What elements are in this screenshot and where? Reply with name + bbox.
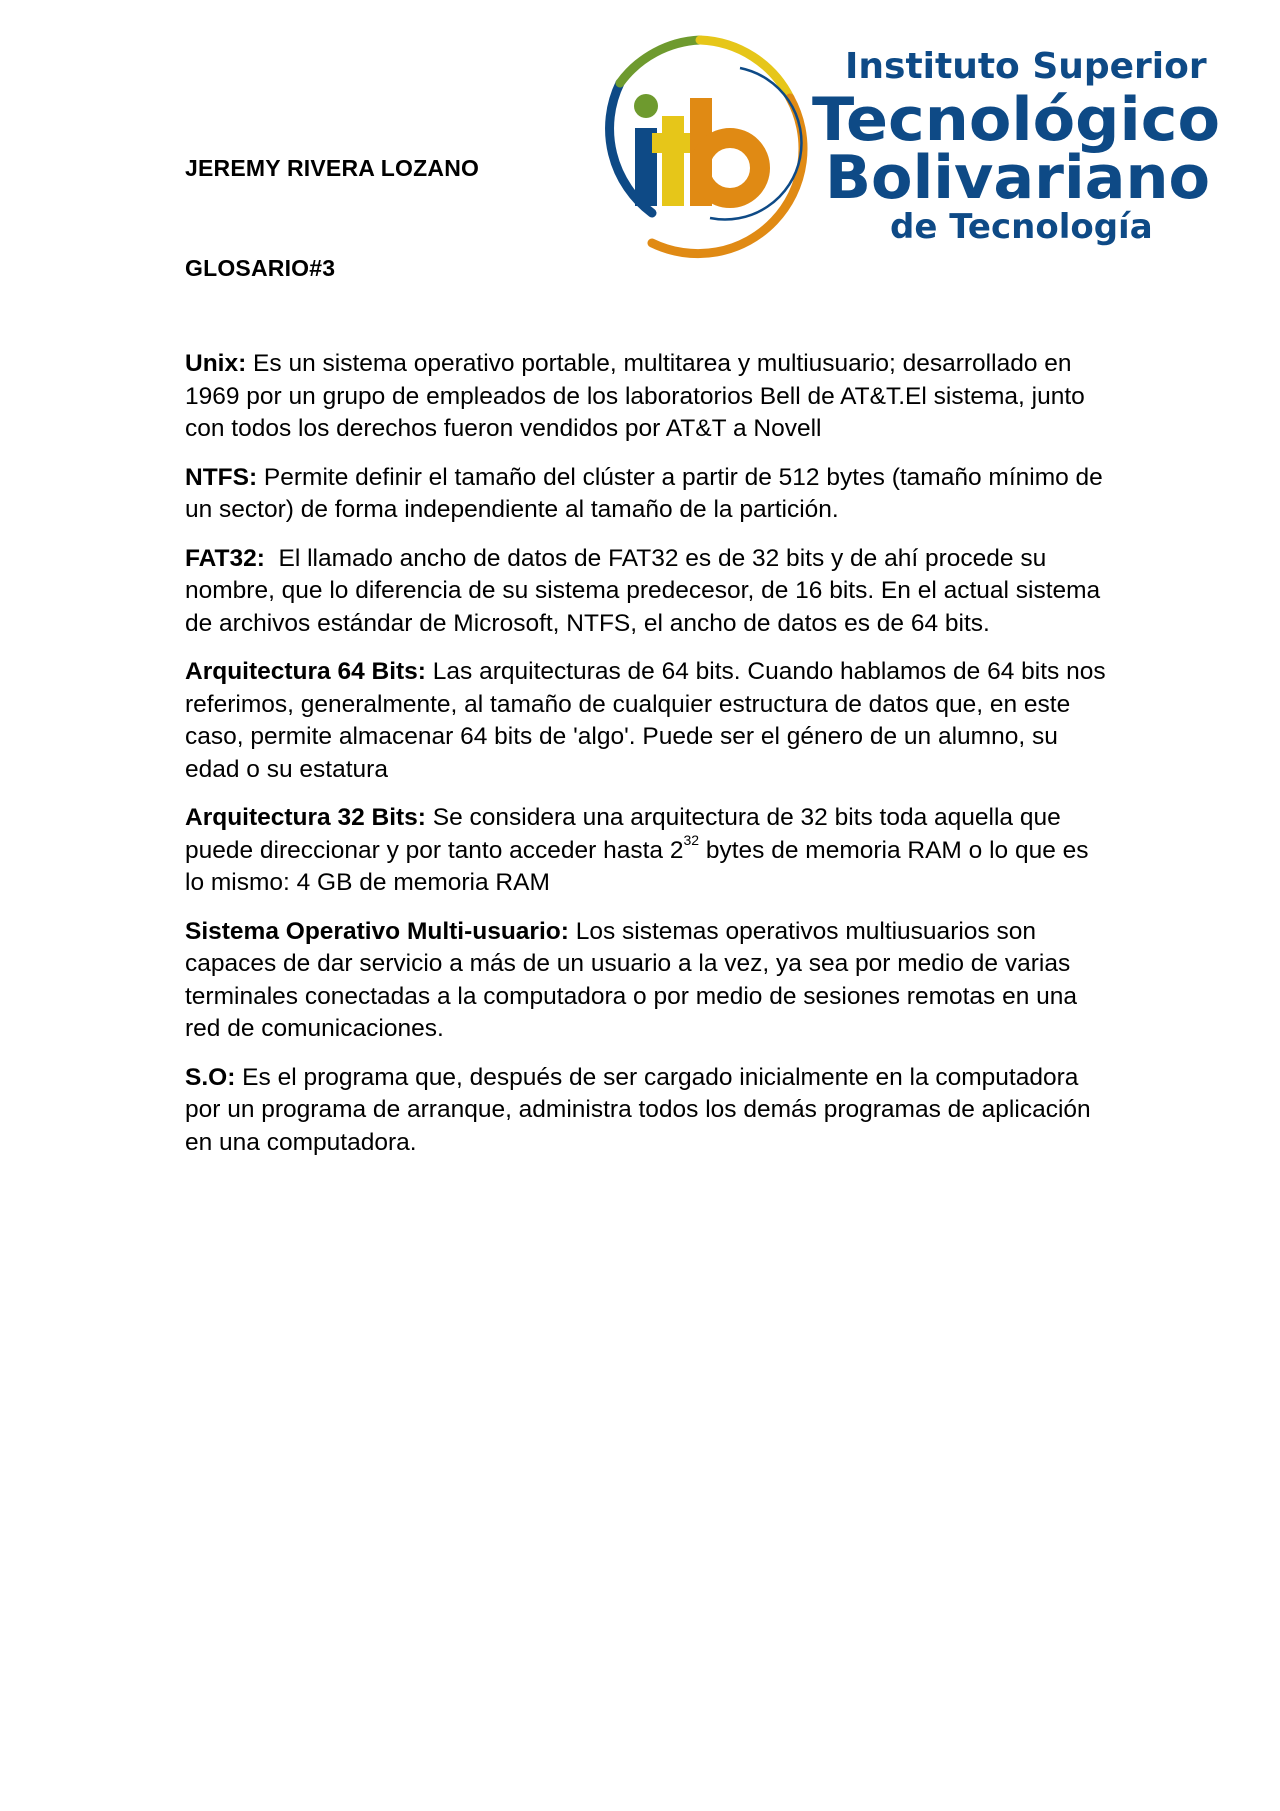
glossary-superscript: 32 — [683, 832, 700, 849]
glossary-definition-continued: bytes de memoria RAM o lo que es lo mismo: 4 GB de memoria RAM — [185, 836, 1089, 896]
author-name: JEREMY RIVERA LOZANO — [185, 155, 480, 181]
document-title: GLOSARIO#3 — [185, 255, 336, 281]
glossary-term: Sistema Operativo Multi-usuario: — [185, 917, 569, 945]
logo-text-line4: de Tecnología — [890, 207, 1153, 247]
glossary-term: Arquitectura 64 Bits: — [185, 658, 426, 685]
glossary-definition: Es un sistema operativo portable, multitarea y multiusuario; desarrollado en 1969 por un grupo de empleados de los laboratorios Bell de AT&T.El sistema, junto con todos los derechos fueron vendidos por AT&T a Novell — [185, 350, 1085, 442]
glossary-term: FAT32: — [185, 544, 265, 572]
glossary-term: NTFS: — [185, 463, 258, 491]
glossary-term: Arquitectura 32 Bits: — [185, 804, 426, 831]
glossary-entry-multiuser-os — [185, 916, 1110, 1046]
glossary-entry-arch-32 — [185, 802, 1110, 900]
glossary-term: S.O: — [185, 1063, 236, 1091]
glossary-term: Unix: — [185, 350, 247, 377]
logo-text-line3: Bolivariano — [825, 143, 1210, 213]
glossary-definition: Los sistemas operativos multiusuarios son capaces de dar servicio a más de un usuario a la vez, ya sea por medio de varias terminales conectadas a la computadora o por medio de sesiones remotas en una red de comunicaciones. — [185, 917, 1078, 1042]
glossary-definition: Se considera una arquitectura de 32 bits toda aquella que puede direccionar y por tanto acceder hasta 2 — [185, 804, 1061, 864]
logo-text-line1: Instituto Superior — [845, 46, 1207, 87]
glossary-list — [185, 348, 1110, 1175]
glossary-definition: Permite definir el tamaño del clúster a partir de 512 bytes (tamaño mínimo de un sector) de forma independiente al tamaño de la partición. — [185, 463, 1103, 523]
glossary-definition: El llamado ancho de datos de FAT32 es de 32 bits y de ahí procede su nombre, que lo diferencia de su sistema predecesor, de 16 bits. En el actual sistema de archivos estándar de Microsoft, NTFS, el ancho de datos es de 64 bits. — [185, 544, 1107, 637]
glossary-definition: Las arquitecturas de 64 bits. Cuando hablamos de 64 bits nos referimos, generalmente, al tamaño de cualquier estructura de datos que, en este caso, permite almacenar 64 bits de 'algo'. Puede ser el género de un alumno, su edad o su estatura — [185, 658, 1106, 783]
itb-logo — [590, 28, 1230, 263]
glossary-entry-so — [185, 1062, 1110, 1160]
logo-initials — [634, 94, 760, 206]
glossary-entry-fat32 — [185, 543, 1110, 641]
glossary-entry-arch-64 — [185, 656, 1110, 786]
logo-text-line2: Tecnológico — [812, 85, 1220, 155]
glossary-definition: Es el programa que, después de ser cargado inicialmente en la computadora por un programa de arranque, administra todos los demás programas de aplicación en una computadora. — [185, 1063, 1091, 1156]
glossary-entry-ntfs — [185, 462, 1110, 527]
glossary-entry-unix — [185, 348, 1110, 446]
